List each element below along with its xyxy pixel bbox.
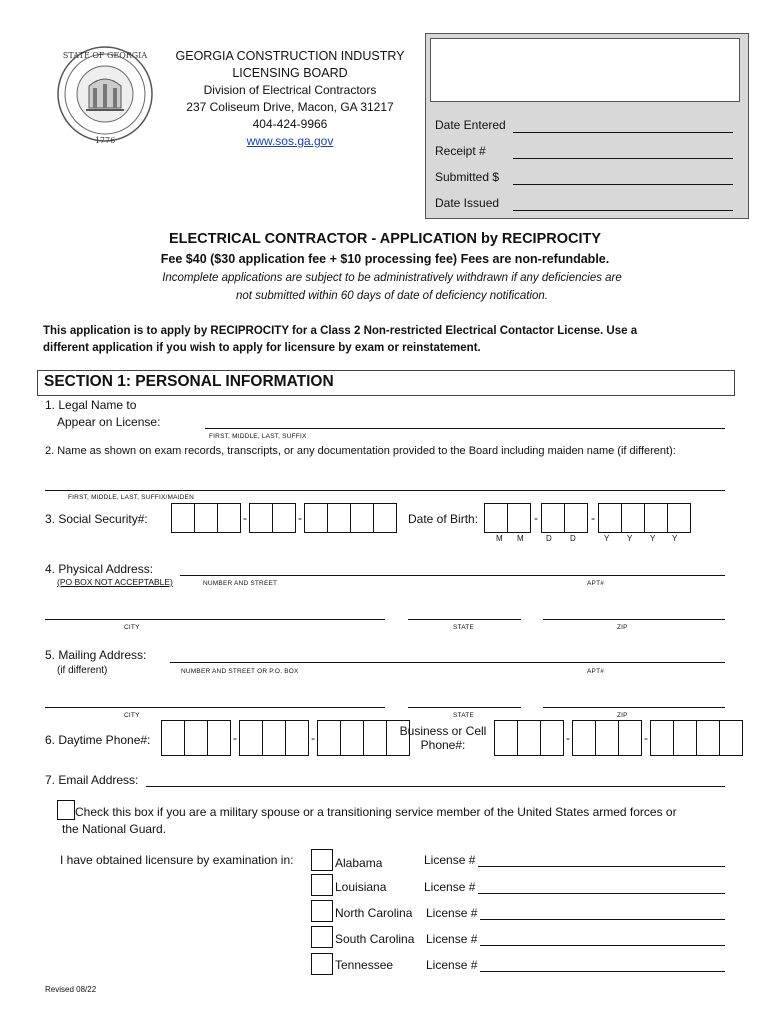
day-phone-dash-2: - <box>311 731 315 745</box>
seal-year: 1776 <box>94 136 116 145</box>
day-phone-digit-2[interactable] <box>185 720 208 756</box>
physical-zip-field[interactable] <box>543 619 725 620</box>
dob-hint-d1: D <box>546 534 552 543</box>
georgia-state-seal <box>56 42 154 152</box>
physical-city-field[interactable] <box>45 619 385 620</box>
intro-line1: This application is to apply by RECIPROCITY for a Class 2 Non-restricted Electrical Contactor License. Use a <box>43 325 638 337</box>
revision-date: Revised 08/22 <box>45 985 97 994</box>
mailing-apt-hint: APT# <box>587 668 605 675</box>
military-text-line1: Check this box if you are a military spouse or a transitioning service member of the United States armed forces or <box>75 805 677 819</box>
ssn-digit-3[interactable] <box>218 503 241 533</box>
cell-phone-dash-1: - <box>566 731 570 745</box>
ssn-digit-5[interactable] <box>273 503 296 533</box>
fee-statement: Fee $40 ($30 application fee + $10 processing fee) Fees are non-refundable. <box>160 252 610 266</box>
north-carolina-license-field[interactable] <box>480 919 725 920</box>
receipt-field[interactable] <box>513 157 733 159</box>
cell-phone-dash-2: - <box>644 731 648 745</box>
dob-year-4[interactable] <box>668 503 691 533</box>
mailing-zip-field[interactable] <box>543 707 725 708</box>
alabama-license-field[interactable] <box>478 866 725 867</box>
cell-phone-digit-7[interactable] <box>650 720 674 756</box>
intro-line2: different application if you wish to apply for licensure by exam or reinstatement. <box>43 342 481 354</box>
ssn-dash-2: - <box>298 511 302 525</box>
day-phone-digit-4[interactable] <box>239 720 263 756</box>
submitted-field[interactable] <box>513 183 733 185</box>
exam-licensure-prompt: I have obtained licensure by examination in: <box>60 853 294 867</box>
q1-label-line1: 1. Legal Name to <box>45 398 137 412</box>
section1-header <box>37 370 735 396</box>
dob-year-2[interactable] <box>622 503 645 533</box>
mailing-address-label: 5. Mailing Address: <box>45 648 147 662</box>
tennessee-checkbox[interactable] <box>311 953 333 975</box>
ssn-dash-1: - <box>243 511 247 525</box>
mailing-zip-hint: ZIP <box>617 712 628 719</box>
receipt-label: Receipt # <box>435 144 486 158</box>
south-carolina-license-label: License # <box>426 932 478 946</box>
tennessee-label: Tennessee <box>335 958 394 972</box>
agency-address: 237 Coliseum Drive, Macon, GA 31217 <box>186 100 394 114</box>
q2-label: 2. Name as shown on exam records, transcripts, or any documentation provided to the Board including maiden name (if different): <box>45 445 676 457</box>
dob-year-1[interactable] <box>598 503 622 533</box>
mailing-state-field[interactable] <box>408 707 521 708</box>
ssn-digit-4[interactable] <box>249 503 273 533</box>
day-phone-digit-6[interactable] <box>286 720 309 756</box>
tennessee-license-label: License # <box>426 958 478 972</box>
dob-hint-m2: M <box>517 534 524 543</box>
daytime-phone-group <box>161 720 410 756</box>
cell-phone-digit-1[interactable] <box>494 720 518 756</box>
alabama-label: Alabama <box>335 856 383 870</box>
dob-hint-y3: Y <box>650 534 656 543</box>
cell-phone-digit-6[interactable] <box>619 720 642 756</box>
day-phone-digit-1[interactable] <box>161 720 185 756</box>
physical-zip-hint: ZIP <box>617 624 628 631</box>
dob-hint-d2: D <box>570 534 576 543</box>
dob-hint-y1: Y <box>604 534 610 543</box>
org-name-line1: GEORGIA CONSTRUCTION INDUSTRY <box>175 49 405 63</box>
dob-label: Date of Birth: <box>408 512 479 526</box>
cell-phone-digit-2[interactable] <box>518 720 541 756</box>
q1-label-line2: Appear on License: <box>57 415 161 429</box>
dob-dash-2: - <box>591 511 595 525</box>
exam-records-name-field[interactable] <box>45 490 725 491</box>
dob-day-1[interactable] <box>541 503 565 533</box>
daytime-phone-label: 6. Daytime Phone#: <box>45 733 151 747</box>
ssn-label: 3. Social Security#: <box>45 512 148 526</box>
mailing-street-field[interactable] <box>170 662 725 663</box>
north-carolina-license-label: License # <box>426 906 478 920</box>
agency-website-link[interactable]: www.sos.ga.gov <box>246 134 334 148</box>
dob-field-group <box>484 503 691 533</box>
dob-dash-1: - <box>534 511 538 525</box>
ssn-digit-9[interactable] <box>374 503 397 533</box>
mailing-street-hint: NUMBER AND STREET OR P.O. BOX <box>181 668 299 675</box>
physical-city-hint: CITY <box>124 624 140 631</box>
military-text-line2: the National Guard. <box>62 822 167 836</box>
south-carolina-license-field[interactable] <box>480 945 725 946</box>
ssn-digit-2[interactable] <box>195 503 218 533</box>
louisiana-license-field[interactable] <box>478 893 725 894</box>
tennessee-license-field[interactable] <box>480 971 725 972</box>
date-entered-field[interactable] <box>513 131 733 133</box>
form-title: ELECTRICAL CONTRACTOR - APPLICATION by RECIPROCITY <box>168 231 602 247</box>
louisiana-license-label: License # <box>424 880 476 894</box>
po-box-note: (PO BOX NOT ACCEPTABLE) <box>57 577 173 587</box>
physical-address-label: 4. Physical Address: <box>45 562 154 576</box>
ssn-digit-8[interactable] <box>351 503 374 533</box>
day-phone-digit-7[interactable] <box>317 720 341 756</box>
north-carolina-label: North Carolina <box>335 906 413 920</box>
louisiana-checkbox[interactable] <box>311 874 333 896</box>
physical-street-field[interactable] <box>180 575 725 576</box>
date-issued-label: Date Issued <box>435 196 500 210</box>
cell-phone-digit-8[interactable] <box>674 720 697 756</box>
dob-day-2[interactable] <box>565 503 588 533</box>
legal-name-field[interactable] <box>205 428 725 429</box>
cell-phone-digit-10[interactable] <box>720 720 743 756</box>
agency-header <box>160 48 420 150</box>
mailing-city-hint: CITY <box>124 712 140 719</box>
dob-year-3[interactable] <box>645 503 668 533</box>
north-carolina-checkbox[interactable] <box>311 900 333 922</box>
day-phone-digit-3[interactable] <box>208 720 231 756</box>
day-phone-digit-5[interactable] <box>263 720 286 756</box>
ssn-digit-1[interactable] <box>171 503 195 533</box>
day-phone-digit-9[interactable] <box>364 720 387 756</box>
cell-phone-label <box>393 724 493 752</box>
cell-phone-group <box>494 720 743 756</box>
legal-name-hint: FIRST, MIDDLE, LAST, SUFFIX <box>209 433 307 440</box>
cell-phone-label-line1: Business or Cell <box>399 724 487 738</box>
date-entered-label: Date Entered <box>435 118 506 132</box>
dob-month-1[interactable] <box>484 503 508 533</box>
dob-month-2[interactable] <box>508 503 531 533</box>
physical-state-field[interactable] <box>408 619 521 620</box>
cell-phone-digit-5[interactable] <box>596 720 619 756</box>
dob-hint-y4: Y <box>672 534 678 543</box>
alabama-checkbox[interactable] <box>311 849 333 871</box>
cell-phone-label-line2: Phone#: <box>420 738 466 752</box>
intro-paragraph <box>43 323 743 357</box>
dob-hint-m1: M <box>496 534 503 543</box>
mailing-state-hint: STATE <box>453 712 474 719</box>
day-phone-digit-8[interactable] <box>341 720 364 756</box>
division-name: Division of Electrical Contractors <box>203 83 377 97</box>
email-label: 7. Email Address: <box>45 773 139 787</box>
office-stamp-area <box>430 38 740 102</box>
ssn-field-group <box>171 503 397 533</box>
cell-phone-digit-4[interactable] <box>572 720 596 756</box>
military-checkbox[interactable] <box>57 800 75 820</box>
mailing-city-field[interactable] <box>45 707 385 708</box>
south-carolina-label: South Carolina <box>335 932 415 946</box>
deficiency-notice-line2: not submitted within 60 days of date of deficiency notification. <box>236 290 548 302</box>
org-name-line2: LICENSING BOARD <box>232 66 348 80</box>
deficiency-notice-line1: Incomplete applications are subject to be administratively withdrawn if any deficiencies are <box>162 272 622 284</box>
mailing-if-different: (if different) <box>57 665 108 676</box>
date-issued-field[interactable] <box>513 209 733 211</box>
ssn-digit-7[interactable] <box>328 503 351 533</box>
agency-phone: 404-424-9966 <box>252 117 328 131</box>
louisiana-label: Louisiana <box>335 880 387 894</box>
section1-title: SECTION 1: PERSONAL INFORMATION <box>44 373 334 390</box>
south-carolina-checkbox[interactable] <box>311 926 333 948</box>
ssn-digit-6[interactable] <box>304 503 328 533</box>
submitted-label: Submitted $ <box>435 170 500 184</box>
physical-street-hint: NUMBER AND STREET <box>203 580 278 587</box>
cell-phone-digit-3[interactable] <box>541 720 564 756</box>
day-phone-dash-1: - <box>233 731 237 745</box>
alabama-license-label: License # <box>424 853 476 867</box>
dob-hint-y2: Y <box>627 534 633 543</box>
physical-apt-hint: APT# <box>587 580 605 587</box>
cell-phone-digit-9[interactable] <box>697 720 720 756</box>
seal-top-text: STATE OF GEORGIA <box>62 51 148 60</box>
exam-name-hint: FIRST, MIDDLE, LAST, SUFFIX/MAIDEN <box>68 494 194 501</box>
physical-state-hint: STATE <box>453 624 474 631</box>
email-field[interactable] <box>146 786 725 787</box>
